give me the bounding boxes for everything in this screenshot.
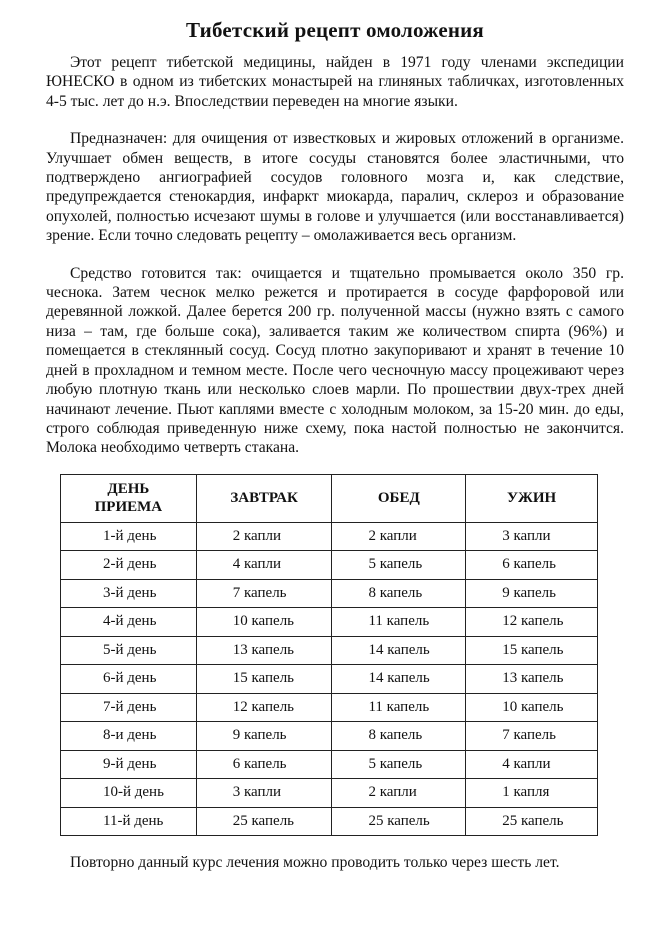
dinner-cell: 4 капли (466, 750, 598, 779)
breakfast-cell: 3 капли (196, 779, 332, 808)
breakfast-cell: 9 капель (196, 722, 332, 751)
lunch-cell: 11 капель (332, 693, 466, 722)
lunch-cell: 14 капель (332, 665, 466, 694)
header-day: ДЕНЬ ПРИЕМА (61, 474, 197, 522)
header-breakfast: ЗАВТРАК (196, 474, 332, 522)
breakfast-cell: 10 капель (196, 608, 332, 637)
day-cell: 9-й день (61, 750, 197, 779)
day-cell: 8-и день (61, 722, 197, 751)
lunch-cell: 25 капель (332, 807, 466, 836)
breakfast-cell: 6 капель (196, 750, 332, 779)
dosage-table (60, 474, 598, 837)
dinner-cell: 10 капель (466, 693, 598, 722)
intro-paragraph: Этот рецепт тибетской медицины, найден в 1971 году членами экспедиции ЮНЕСКО в одном из тибетских монастырей на глиняных табличках, изготовленных 4-5 тыс. лет до н.э. Впоследствии переведен на многие языки. (46, 54, 624, 110)
table-row (61, 665, 598, 694)
dinner-cell: 1 капля (466, 779, 598, 808)
day-cell: 2-й день (61, 551, 197, 580)
day-cell: 6-й день (61, 665, 197, 694)
lunch-cell: 8 капель (332, 722, 466, 751)
lunch-cell: 11 капель (332, 608, 466, 637)
breakfast-cell: 2 капли (196, 522, 332, 551)
lunch-cell: 2 капли (332, 779, 466, 808)
dinner-cell: 9 капель (466, 579, 598, 608)
footer-note: Повторно данный курс лечения можно проводить только через шесть лет. (70, 854, 560, 872)
breakfast-cell: 12 капель (196, 693, 332, 722)
table-row (61, 522, 598, 551)
breakfast-cell: 7 капель (196, 579, 332, 608)
table-row (61, 807, 598, 836)
day-cell: 7-й день (61, 693, 197, 722)
document-title: Тибетский рецепт омоложения (186, 18, 484, 42)
purpose-paragraph: Предназначен: для очищения от известковых и жировых отложений в организме. Улучшает обмен веществ, в итоге сосуды становятся более эластичными, что подтверждено ангиографией сосудов головного мозга и, как следствие, предупреждается стенокардия, инфаркт миокарда, паралич, склероз и образование опухолей, полностью исчезают шумы в голове и улучшается (или восстанавливается) зрение. Если точно следовать рецепту – омолаживается весь организм. (46, 130, 624, 245)
day-cell: 3-й день (61, 579, 197, 608)
table-row (61, 779, 598, 808)
day-cell: 11-й день (61, 807, 197, 836)
day-cell: 4-й день (61, 608, 197, 637)
dinner-cell: 15 капель (466, 636, 598, 665)
header-dinner: УЖИН (466, 474, 598, 522)
table-row (61, 579, 598, 608)
dinner-cell: 12 капель (466, 608, 598, 637)
day-cell: 10-й день (61, 779, 197, 808)
dinner-cell: 3 капли (466, 522, 598, 551)
table-row (61, 551, 598, 580)
lunch-cell: 14 капель (332, 636, 466, 665)
breakfast-cell: 4 капли (196, 551, 332, 580)
dinner-cell: 25 капель (466, 807, 598, 836)
breakfast-cell: 13 капель (196, 636, 332, 665)
preparation-paragraph: Средство готовится так: очищается и тщательно промывается около 350 гр. чеснока. Затем чеснок мелко режется и протирается в сосуде фарфоровой или деревянной ложкой. Далее берется 200 гр. полученной массы (нужно взять с самого низа – там, где больше сока), заливается таким же количеством спирта (96%) и помещается в стеклянный сосуд. Сосуд плотно закупоривают и хранят в течение 10 дней в прохладном и темном месте. После чего чесночную массу процеживают через любую плотную ткань или несколько слоев марли. По прошествии двух-трех дней начинают лечение. Пьют каплями вместе с холодным молоком, за 15-20 мин. до еды, строго соблюдая приведенную ниже схему, пока настой полностью не закончится. Молока необходимо четверть стакана. (46, 264, 624, 457)
table-row (61, 693, 598, 722)
day-cell: 1-й день (61, 522, 197, 551)
dinner-cell: 13 капель (466, 665, 598, 694)
lunch-cell: 8 капель (332, 579, 466, 608)
breakfast-cell: 25 капель (196, 807, 332, 836)
table-row (61, 608, 598, 637)
day-cell: 5-й день (61, 636, 197, 665)
table-row (61, 722, 598, 751)
table-row (61, 750, 598, 779)
header-lunch: ОБЕД (332, 474, 466, 522)
table-header-row (61, 474, 598, 522)
dinner-cell: 7 капель (466, 722, 598, 751)
lunch-cell: 5 капель (332, 551, 466, 580)
dinner-cell: 6 капель (466, 551, 598, 580)
breakfast-cell: 15 капель (196, 665, 332, 694)
lunch-cell: 2 капли (332, 522, 466, 551)
table-row (61, 636, 598, 665)
lunch-cell: 5 капель (332, 750, 466, 779)
